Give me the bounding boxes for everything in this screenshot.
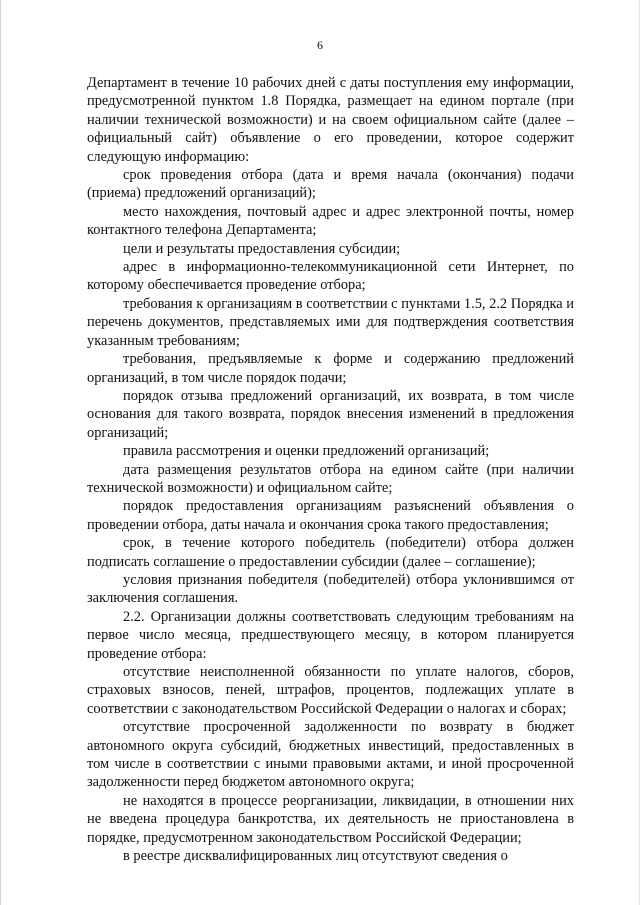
list-item-clarifications: порядок предоставления организациям разъяснений объявления о проведении отбора, даты начала и окончания срока такого предоставления; (87, 498, 574, 533)
document-body (87, 74, 574, 865)
list-item-location-contacts: место нахождения, почтовый адрес и адрес электронной почты, номер контактного телефона Департамента; (87, 203, 574, 239)
list-item-internet-address: адрес в информационно-телекоммуникационной сети Интернет, по которому обеспечивается проведение отбора; (87, 259, 574, 294)
requirement-no-tax-debt: отсутствие неисполненной обязанности по уплате налогов, сборов, страховых взносов, пеней, штрафов, процентов, подлежащих уплате в соответствии с законодательством Российской Федерации о налогах и сборах; (87, 664, 574, 717)
list-item-evasion-conditions: условия признания победителя (победителей) отбора уклонившимся от заключения соглашения. (87, 571, 574, 607)
list-item-withdrawal-order: порядок отзыва предложений организаций, их возврата, в том числе основания для такого возврата, порядок внесения изменений в предложения организаций; (87, 387, 574, 441)
list-item-requirements: требования к организациям в соответствии с пунктами 1.5, 2.2 Порядка и перечень документов, представляемых ими для подтверждения соответствия указанным требованиям; (87, 295, 574, 349)
list-item-agreement-term: срок, в течение которого победитель (победители) отбора должен подписать соглашение о предоставлении субсидии (далее – соглашение); (87, 535, 574, 570)
section-2-2-heading: 2.2. Организации должны соответствовать следующим требованиям на первое число месяца, предшествующего месяцу, в котором планируется проведение отбора: (87, 608, 574, 662)
requirement-no-reorganization: не находятся в процессе реорганизации, ликвидации, в отношении них не введена процедура банкротства, их деятельность не приостановлена в порядке, предусмотренном законодательством Российской Федерации; (87, 792, 574, 846)
list-item-form-requirements: требования, предъявляемые к форме и содержанию предложений организаций, в том числе порядок подачи; (87, 351, 574, 386)
list-item-selection-period: срок проведения отбора (дата и время начала (окончания) подачи (приема) предложений организаций); (87, 167, 574, 202)
paragraph-intro: Департамент в течение 10 рабочих дней с даты поступления ему информации, предусмотренной пунктом 1.8 Порядка, размещает на едином портале (при наличии технической возможности) и на своем официальном сайте (далее – официальный сайт) объявление о его проведении, которое содержит следующую информацию: (87, 75, 574, 165)
list-item-results-date: дата размещения результатов отбора на едином сайте (при наличии технической возможности) и официальном сайте; (87, 461, 574, 496)
requirement-disqualified-registry: в реестре дисквалифицированных лиц отсутствуют сведения о (123, 848, 508, 865)
page-number: 6 (317, 38, 323, 52)
list-item-goals-results: цели и результаты предоставления субсидии; (123, 240, 401, 257)
list-item-evaluation-rules: правила рассмотрения и оценки предложений организаций; (123, 443, 490, 460)
requirement-no-budget-debt: отсутствие просроченной задолженности по возврату в бюджет автономного округа субсидий, бюджетных инвестиций, предоставленных в том числе в соответствии с иными правовыми актами, и иной просроченной задолженности перед бюджетом автономного округа; (87, 719, 574, 791)
